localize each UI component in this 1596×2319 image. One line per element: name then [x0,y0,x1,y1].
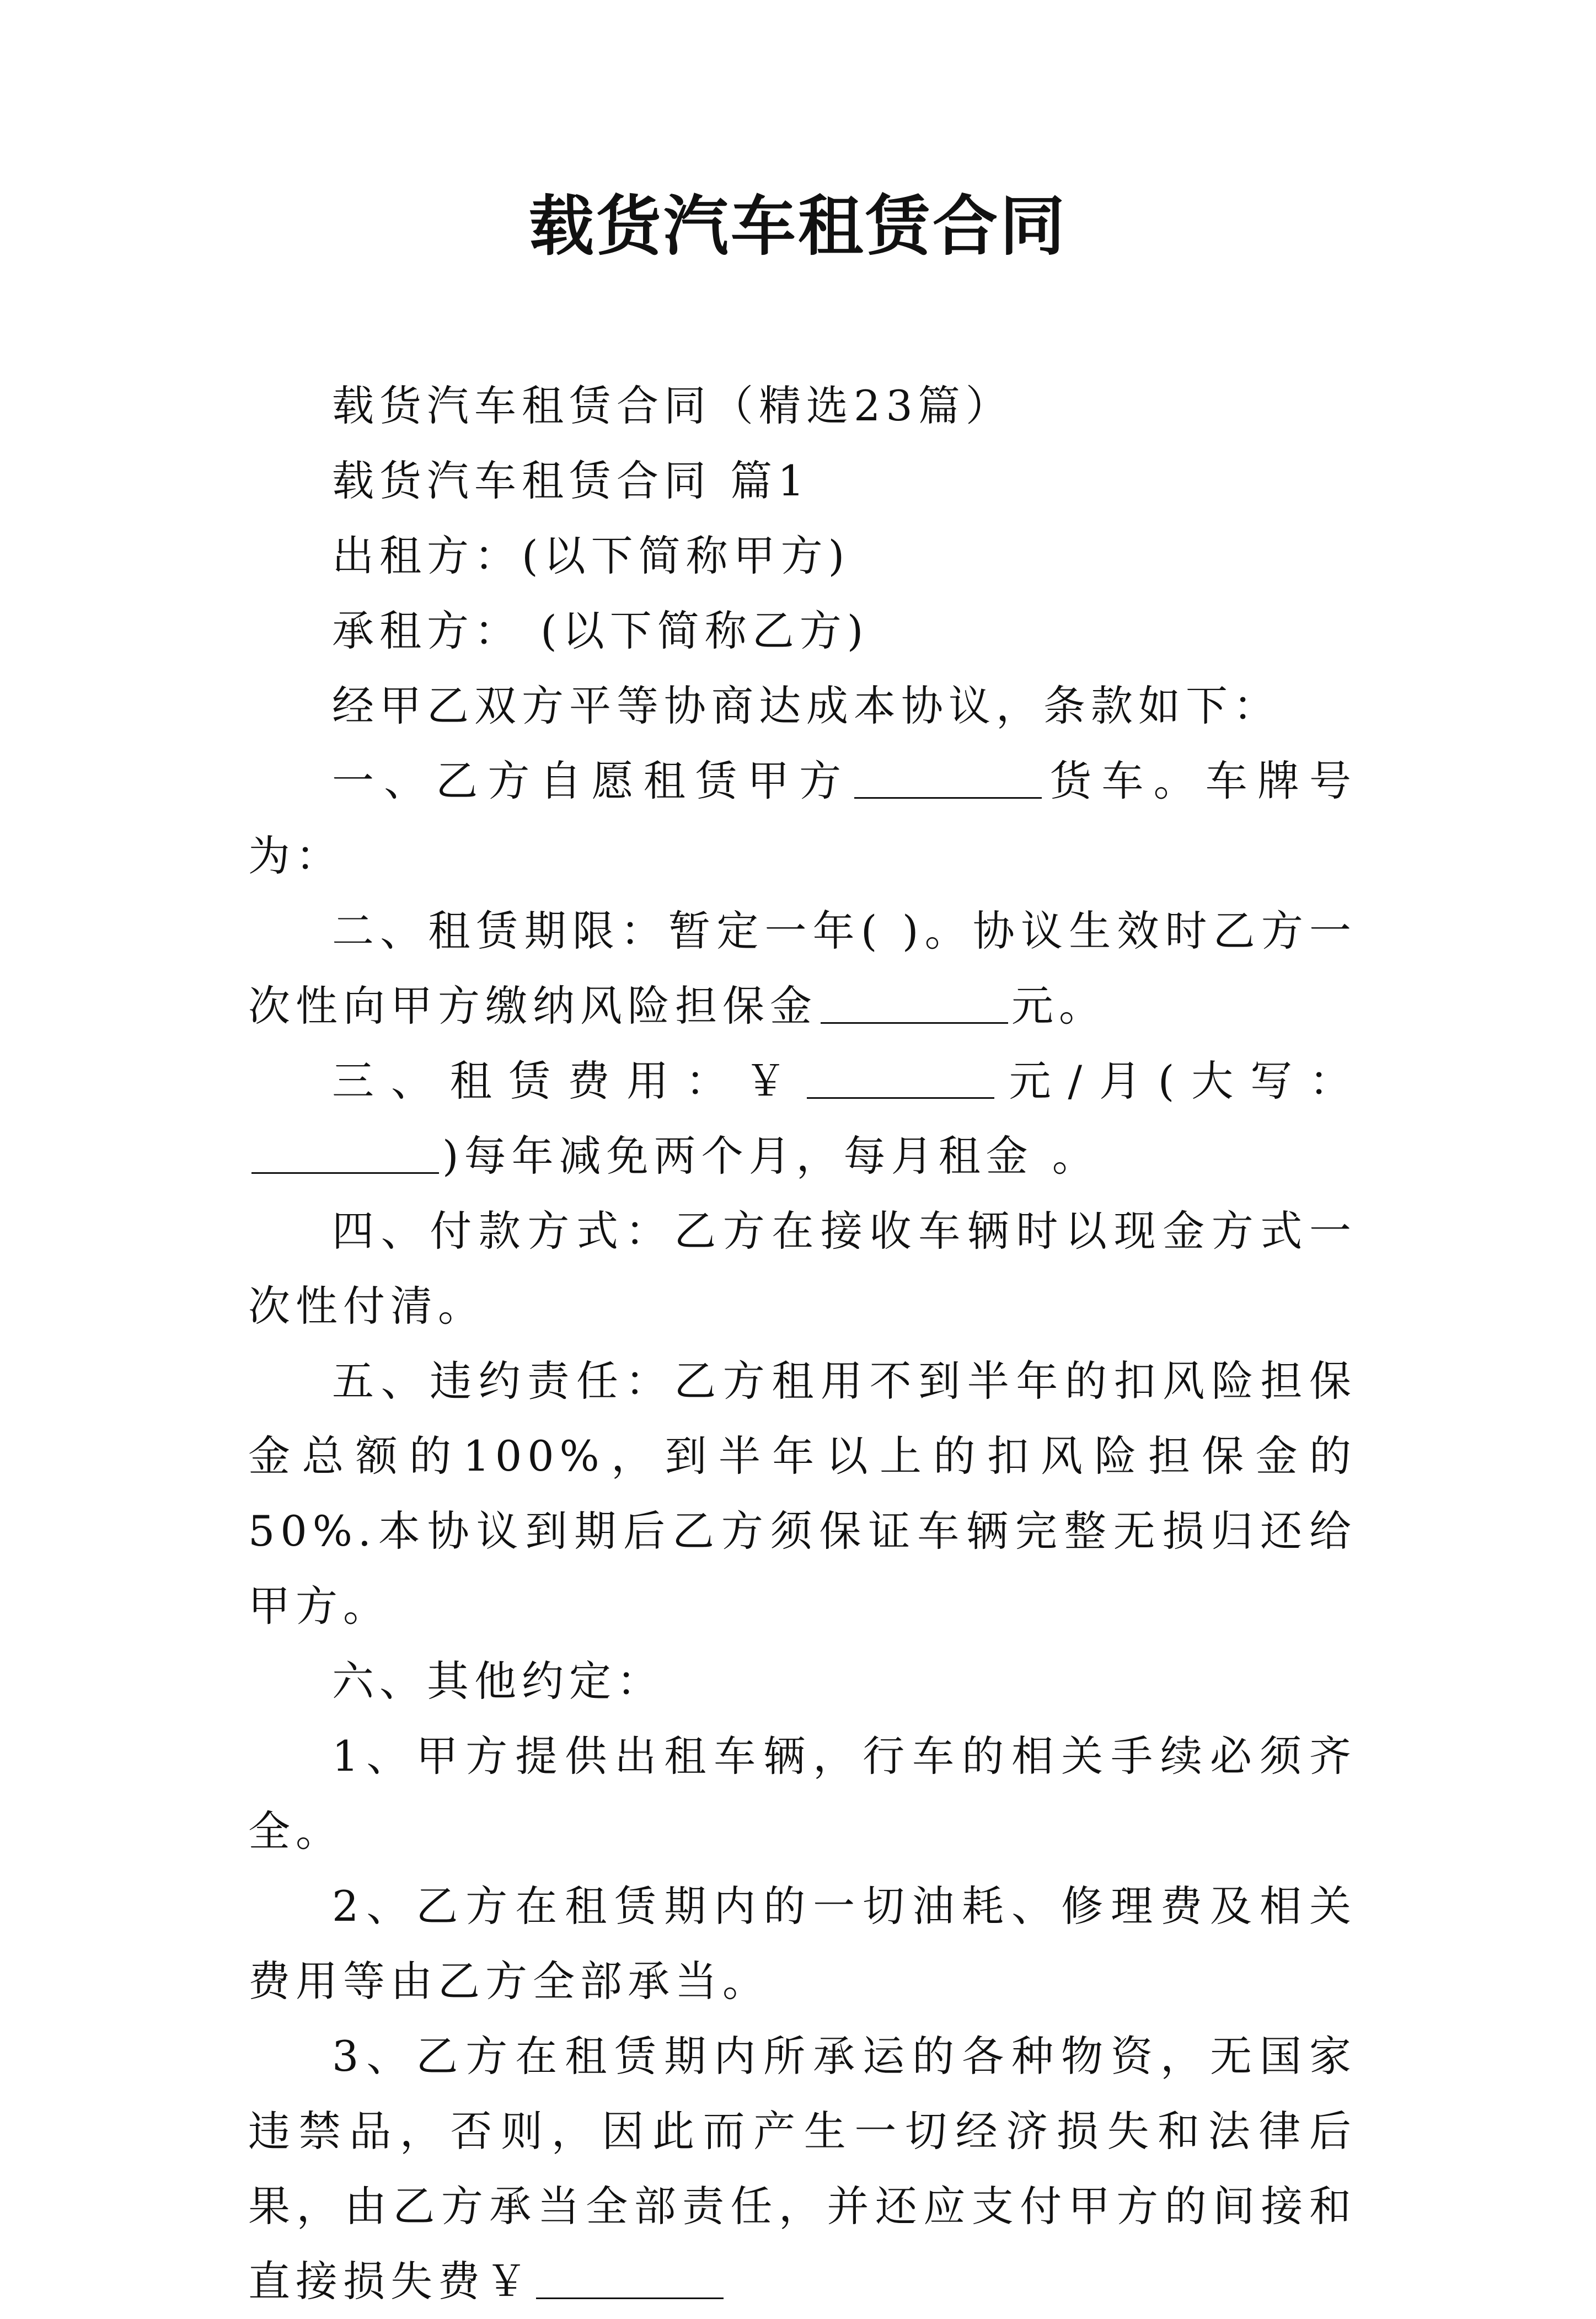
clause-6-item-1: 1、甲方提供出租车辆，行车的相关手续必须齐全。 [248,1732,1357,1856]
clause-3-text-b: 元/月(大写： [997,1056,1357,1105]
fill-blank-truck [854,762,1042,799]
clause-1 [248,744,1357,894]
clause-6-item-3-text: 3、乙方在租赁期内所承运的各种物资，无国家违禁品，否则，因此而产生一切经济损失和法律后果，由乙方承当全部责任，并还应支付甲方的间接和直接损失费￥ [248,2032,1357,2306]
paragraph-lessee: 承租方： (以下简称乙方) [332,606,869,655]
fill-blank-loss-fee [536,2262,724,2299]
fill-blank-rent-amount [807,1062,994,1099]
paragraph-preamble: 经甲乙双方平等协商达成本协议，条款如下： [332,681,1281,730]
document-title: 载货汽车租赁合同 [528,188,1067,264]
clause-6-item-2: 2、乙方在租赁期内的一切油耗、修理费及相关费用等由乙方全部承当。 [248,1882,1357,2006]
fill-blank-deposit [821,987,1008,1024]
paragraph-chapter-heading: 载货汽车租赁合同 篇1 [332,456,810,505]
clause-6-item-3 [248,2019,1357,2319]
clause-3-text-a: 三、租赁费用：￥ [332,1056,804,1105]
paragraph-lessor: 出租方：(以下简称甲方) [332,531,850,580]
clause-5: 五、违约责任：乙方租用不到半年的扣风险担保金总额的100%，到半年以上的扣风险担保金的50%.本协议到期后乙方须保证车辆完整无损归还给甲方。 [248,1356,1357,1631]
clause-2 [248,894,1357,1044]
clause-1-text-a: 一、乙方自愿租赁甲方 [332,756,851,805]
document-body [248,368,1357,2319]
clause-4: 四、付款方式：乙方在接收车辆时以现金方式一次性付清。 [248,1206,1357,1331]
clause-2-text-a: 二、租赁期限：暂定一年( )。协议生效时乙方一次性向甲方缴纳风险担保金 [248,906,1357,1030]
clause-1-text-b: 货车。车牌号为： [248,756,1357,880]
paragraph-subtitle: 载货汽车租赁合同（精选23篇） [332,381,1013,430]
clause-6-heading: 六、其他约定： [332,1657,664,1706]
clause-3 [248,1044,1357,1194]
clause-3-text-c: )每年减免两个月，每月租金 。 [442,1131,1100,1180]
clause-2-text-b: 元。 [1011,981,1106,1030]
fill-blank-rent-uppercase [251,1137,439,1174]
